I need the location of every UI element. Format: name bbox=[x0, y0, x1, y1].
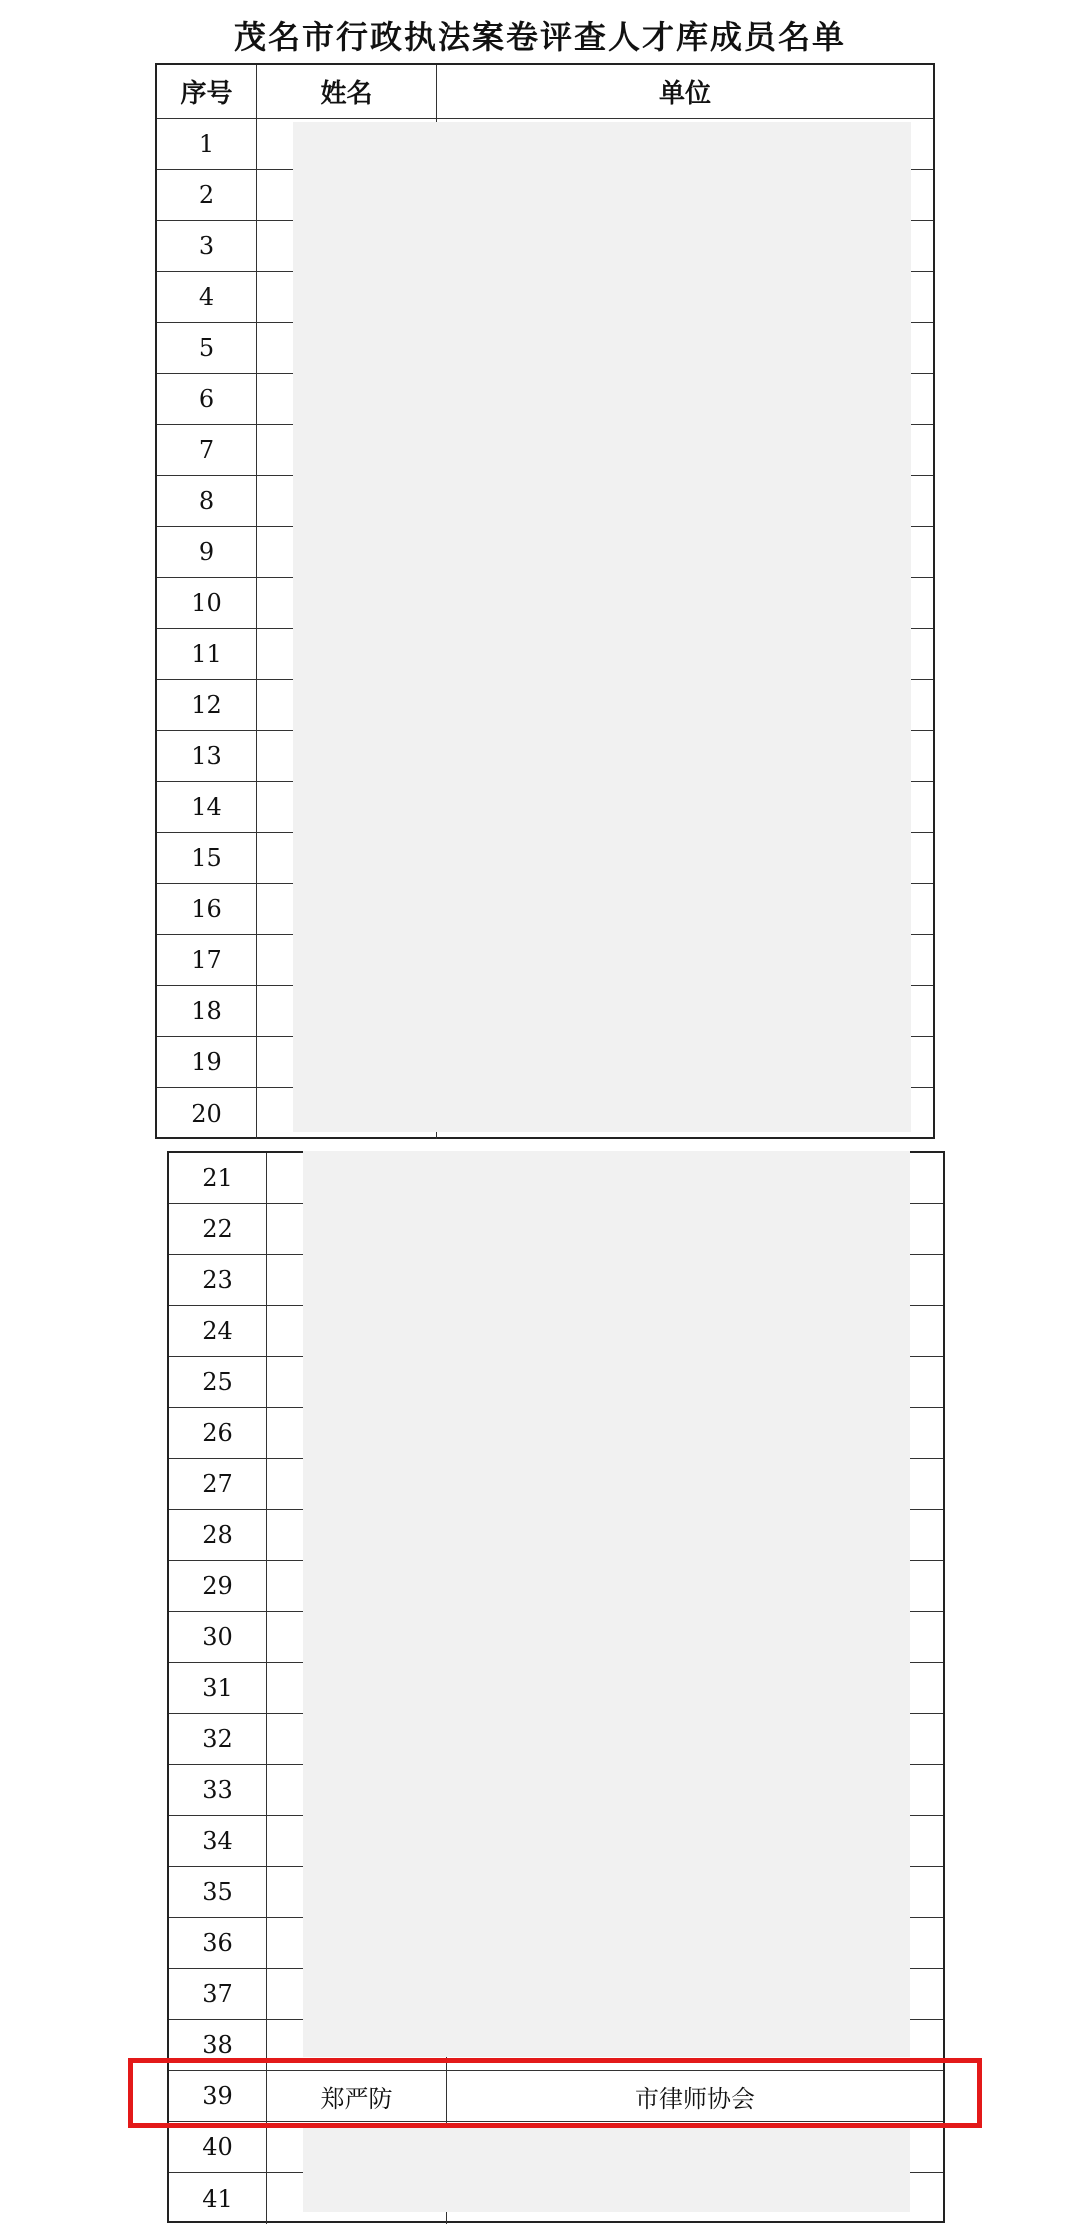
seq-cell: 17 bbox=[157, 935, 257, 985]
name-cell: 郑严防 bbox=[267, 2071, 447, 2121]
seq-cell: 23 bbox=[169, 1255, 267, 1305]
seq-cell: 24 bbox=[169, 1306, 267, 1356]
seq-cell: 11 bbox=[157, 629, 257, 679]
seq-cell: 29 bbox=[169, 1561, 267, 1611]
header-unit: 单位 bbox=[658, 79, 711, 109]
redacted-area bbox=[293, 122, 911, 1132]
seq-cell: 20 bbox=[157, 1088, 257, 1139]
seq-cell: 34 bbox=[169, 1816, 267, 1866]
seq-cell: 39 bbox=[169, 2071, 267, 2121]
seq-cell: 21 bbox=[169, 1153, 267, 1203]
seq-cell: 40 bbox=[169, 2122, 267, 2172]
seq-cell: 6 bbox=[157, 374, 257, 424]
seq-cell: 33 bbox=[169, 1765, 267, 1815]
highlight-box bbox=[128, 2058, 982, 2128]
seq-cell: 35 bbox=[169, 1867, 267, 1917]
seq-cell: 2 bbox=[157, 170, 257, 220]
seq-cell: 30 bbox=[169, 1612, 267, 1662]
seq-cell: 38 bbox=[169, 2020, 267, 2070]
seq-cell: 41 bbox=[169, 2173, 267, 2224]
seq-cell: 19 bbox=[157, 1037, 257, 1087]
unit-cell: 市律师协会 bbox=[635, 2084, 755, 2113]
seq-cell: 14 bbox=[157, 782, 257, 832]
seq-cell: 27 bbox=[169, 1459, 267, 1509]
seq-cell: 8 bbox=[157, 476, 257, 526]
table-header-row bbox=[157, 65, 933, 119]
redacted-area bbox=[303, 1151, 910, 2057]
seq-cell: 37 bbox=[169, 1969, 267, 2019]
seq-cell: 10 bbox=[157, 578, 257, 628]
seq-cell: 9 bbox=[157, 527, 257, 577]
seq-cell: 28 bbox=[169, 1510, 267, 1560]
seq-cell: 3 bbox=[157, 221, 257, 271]
seq-cell: 36 bbox=[169, 1918, 267, 1968]
seq-cell: 13 bbox=[157, 731, 257, 781]
redacted-area bbox=[303, 2124, 910, 2212]
header-name: 姓名 bbox=[257, 65, 437, 118]
seq-cell: 16 bbox=[157, 884, 257, 934]
document-title: 茂名市行政执法案卷评查人才库成员名单 bbox=[233, 18, 846, 56]
seq-cell: 12 bbox=[157, 680, 257, 730]
seq-cell: 18 bbox=[157, 986, 257, 1036]
seq-cell: 15 bbox=[157, 833, 257, 883]
seq-cell: 25 bbox=[169, 1357, 267, 1407]
seq-cell: 5 bbox=[157, 323, 257, 373]
seq-cell: 26 bbox=[169, 1408, 267, 1458]
header-seq: 序号 bbox=[157, 65, 257, 118]
seq-cell: 4 bbox=[157, 272, 257, 322]
seq-cell: 7 bbox=[157, 425, 257, 475]
seq-cell: 22 bbox=[169, 1204, 267, 1254]
seq-cell: 32 bbox=[169, 1714, 267, 1764]
seq-cell: 1 bbox=[157, 119, 257, 169]
seq-cell: 31 bbox=[169, 1663, 267, 1713]
